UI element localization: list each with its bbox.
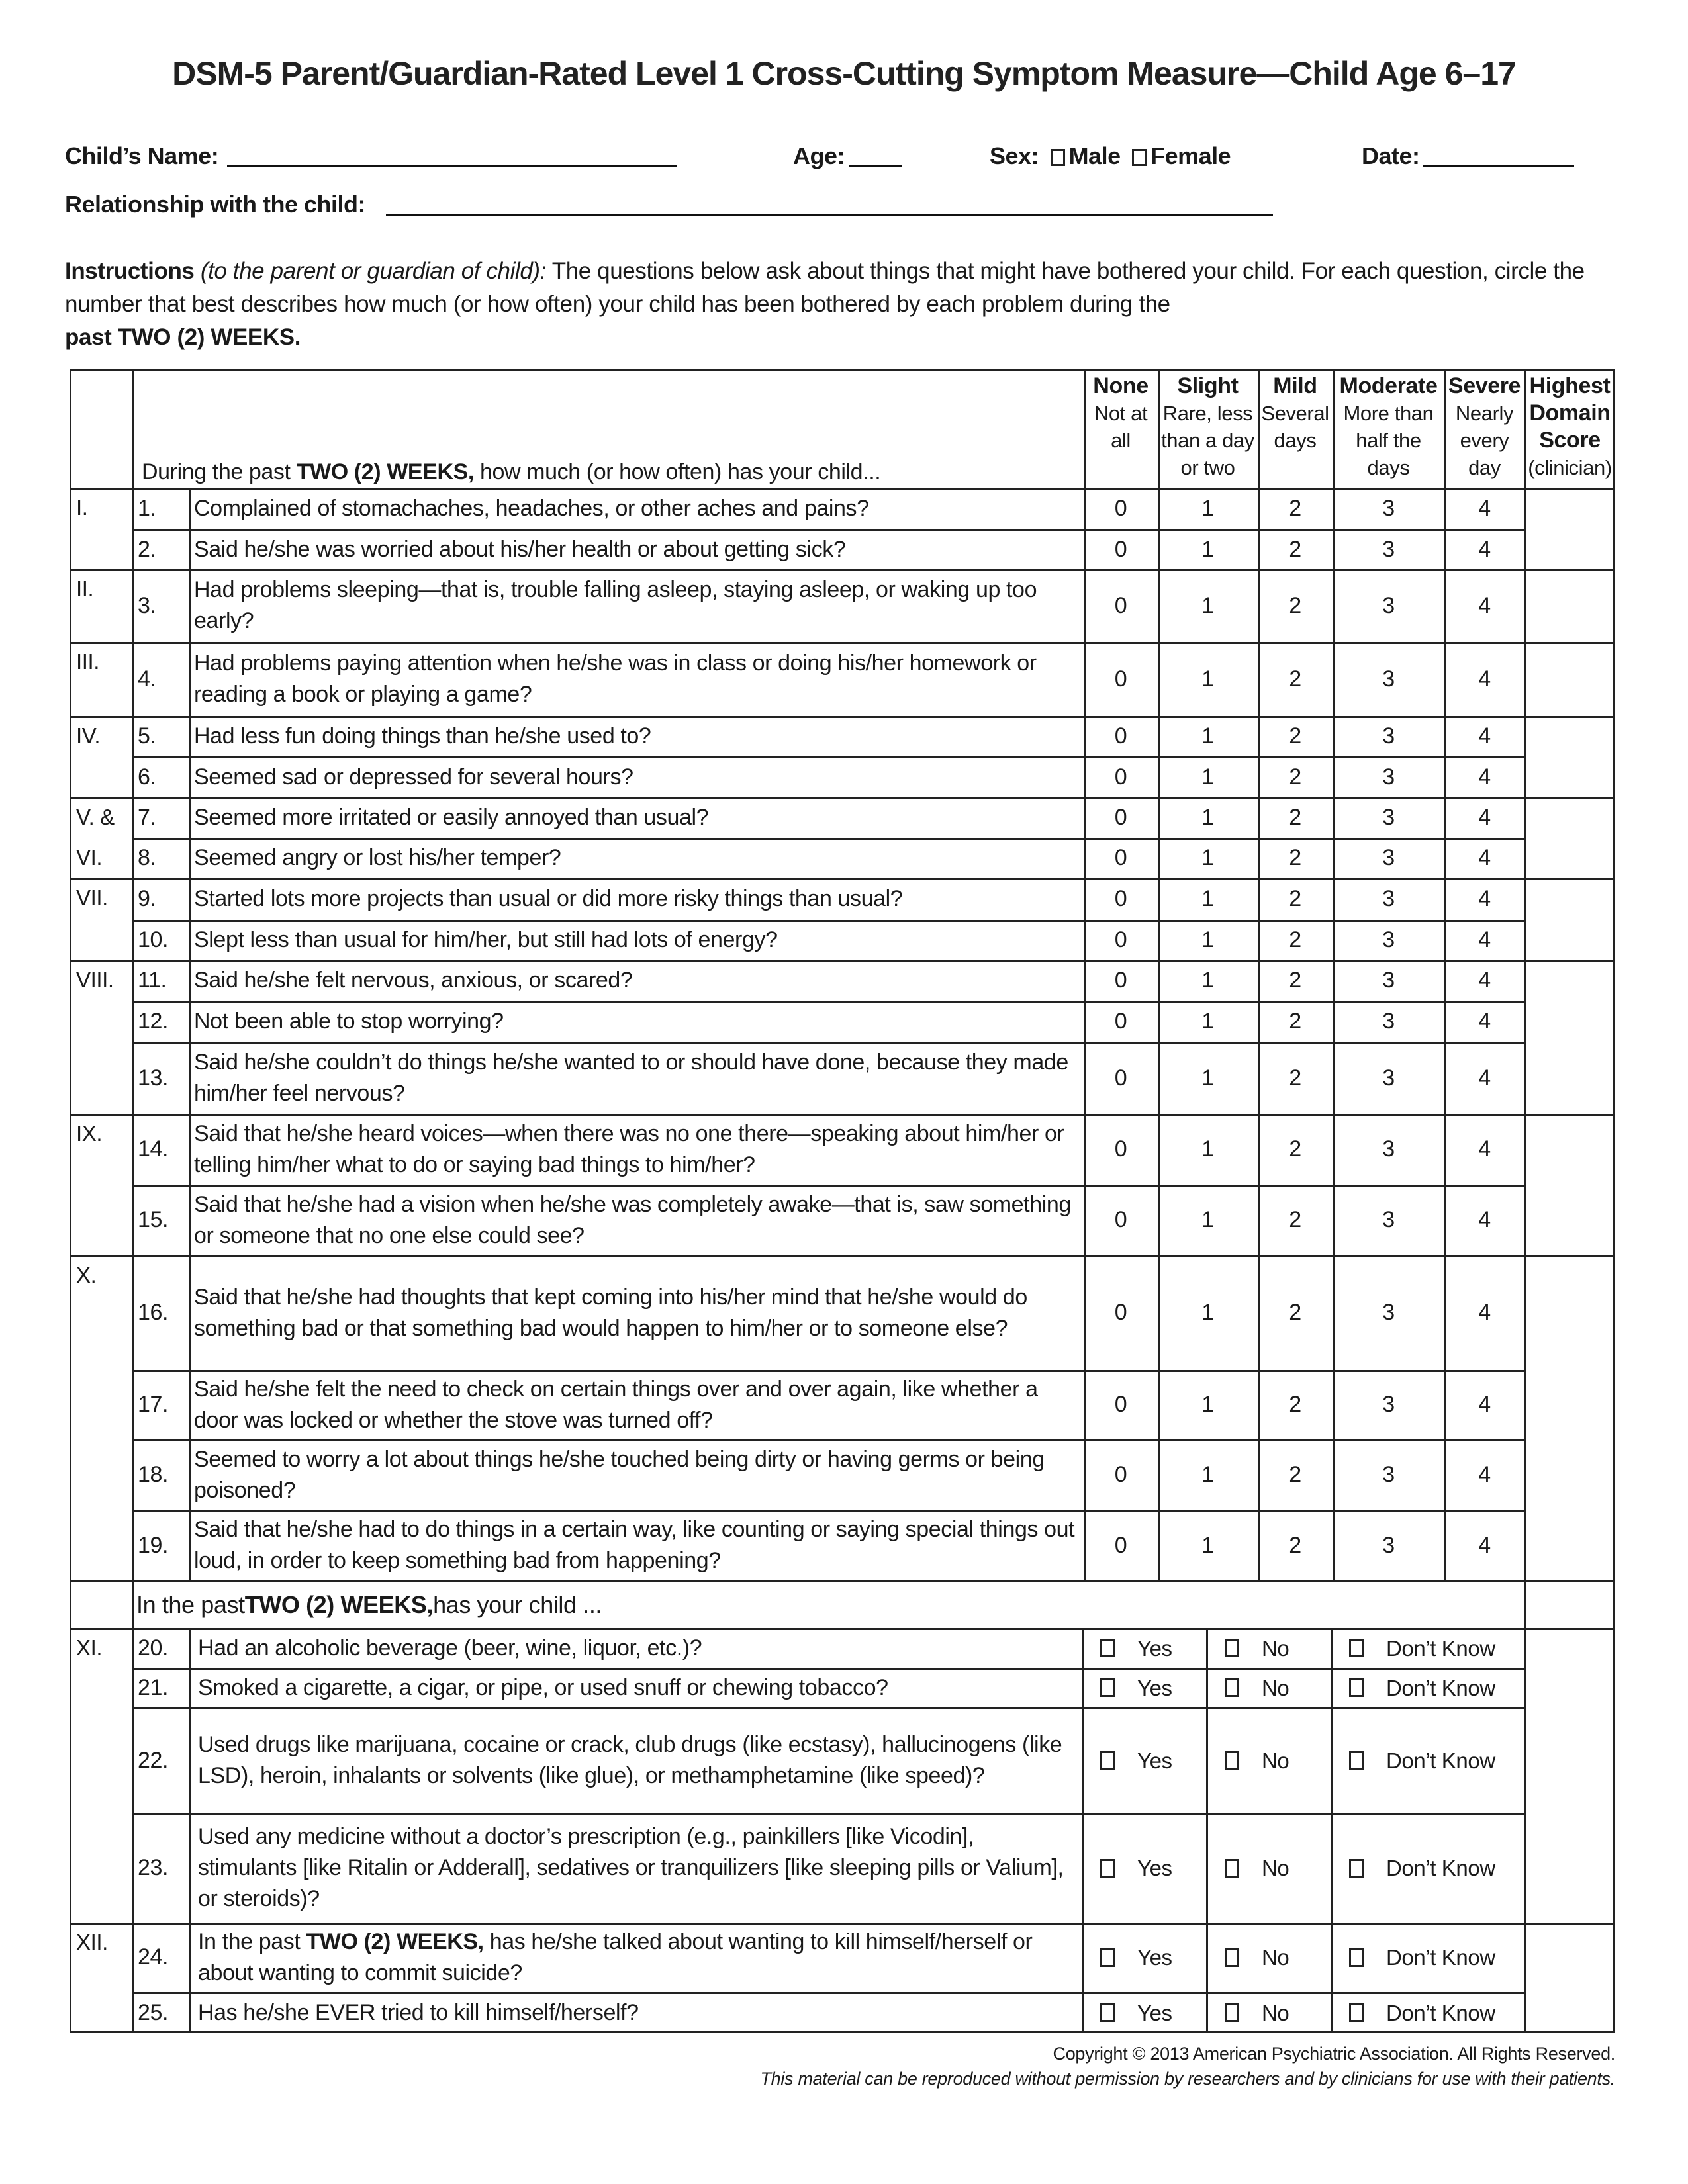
rating-option-3[interactable]: 3 [1382, 1532, 1395, 1558]
rating-option-2[interactable]: 2 [1289, 886, 1301, 911]
question-number: 21. [138, 1674, 169, 1700]
highest-domain-score-cell[interactable] [1524, 797, 1615, 878]
instructions-text: The questions below ask about things that might have bothered your child. For each question, circle the number that best describes how much (or how often) your child has been bothered by each problem during the [65, 258, 1585, 317]
instructions-audience: (to the parent or guardian of child): [200, 258, 547, 284]
rating-option-4[interactable]: 4 [1478, 1065, 1491, 1091]
prompt-emphasis: TWO (2) WEEKS, [296, 459, 474, 484]
rating-option-4[interactable]: 4 [1478, 592, 1491, 618]
rating-option-1[interactable]: 1 [1201, 1009, 1214, 1034]
no-checkbox[interactable] [1225, 1948, 1239, 1967]
rating-option-1[interactable]: 1 [1201, 666, 1214, 692]
rating-option-2[interactable]: 2 [1289, 1065, 1301, 1091]
rating-option-4[interactable]: 4 [1478, 968, 1491, 993]
no-label: No [1262, 1675, 1289, 1700]
no-checkbox[interactable] [1225, 2003, 1239, 2022]
highest-domain-score-cell[interactable] [1524, 488, 1615, 569]
rating-option-4[interactable]: 4 [1478, 1392, 1491, 1417]
sex-label: Sex: [990, 142, 1039, 169]
no-checkbox[interactable] [1225, 1639, 1239, 1657]
rating-option-0[interactable]: 0 [1114, 1392, 1127, 1417]
age-field[interactable] [849, 165, 902, 167]
question-number: 24. [138, 1944, 169, 1970]
yes-option[interactable] [1082, 1668, 1206, 1707]
question-number: 16. [138, 1300, 169, 1325]
rating-option-4[interactable]: 4 [1478, 536, 1491, 562]
dont-know-checkbox[interactable] [1349, 1639, 1364, 1657]
question-text: Seemed sad or depressed for several hours? [194, 764, 633, 790]
question-number: 8. [138, 845, 156, 870]
yes-option[interactable] [1082, 1707, 1206, 1813]
rating-option-2[interactable]: 2 [1289, 592, 1301, 618]
rating-option-3[interactable]: 3 [1382, 927, 1395, 952]
question-text: Had problems sleeping—that is, trouble falling asleep, staying asleep, or waking up too early? [194, 577, 1037, 633]
table-prompt [132, 369, 1084, 488]
rating-option-4[interactable]: 4 [1478, 805, 1491, 830]
rating-option-2[interactable]: 2 [1289, 845, 1301, 870]
rating-option-2[interactable]: 2 [1289, 1207, 1301, 1232]
rating-option-2[interactable]: 2 [1289, 536, 1301, 562]
rating-option-1[interactable]: 1 [1201, 1462, 1214, 1487]
dont-know-label: Don’t Know [1386, 1635, 1495, 1661]
rating-option-0[interactable]: 0 [1114, 1207, 1127, 1232]
rating-option-2[interactable]: 2 [1289, 496, 1301, 521]
highest-domain-score-cell[interactable] [1524, 1628, 1615, 1923]
question-text: Said he/she was worried about his/her health or about getting sick? [194, 536, 846, 562]
rating-option-1[interactable]: 1 [1201, 1532, 1214, 1558]
domain-label: V. & [76, 805, 115, 829]
rating-option-3[interactable]: 3 [1382, 1207, 1395, 1232]
no-label: No [1262, 1635, 1289, 1661]
rating-option-0[interactable]: 0 [1114, 845, 1127, 870]
question-text: Used any medicine without a doctor’s prescription (e.g., painkillers [like Vicodin], stimulants [like Ritalin or Adderall], sedatives or tranquilizers [like sleeping pills or Valium], or steroids)? [198, 1824, 1064, 1911]
rating-option-1[interactable]: 1 [1201, 845, 1214, 870]
rating-option-0[interactable]: 0 [1114, 1532, 1127, 1558]
rating-option-4[interactable]: 4 [1478, 927, 1491, 952]
domain-label: XI. [76, 1635, 103, 1660]
question-number: 7. [138, 805, 156, 830]
question-number: 13. [138, 1065, 169, 1091]
dont-know-label: Don’t Know [1386, 1856, 1495, 1880]
rating-option-4[interactable]: 4 [1478, 723, 1491, 749]
question-text: Slept less than usual for him/her, but still had lots of energy? [194, 927, 778, 952]
column-header-moderate: Moderate More than half the days [1339, 373, 1438, 479]
question-number: 11. [138, 968, 167, 993]
column-header-none: None Not at all [1093, 373, 1149, 452]
rating-option-1[interactable]: 1 [1201, 1392, 1214, 1417]
rating-option-0[interactable]: 0 [1114, 666, 1127, 692]
rating-option-4[interactable]: 4 [1478, 1207, 1491, 1232]
no-checkbox[interactable] [1225, 1859, 1239, 1878]
dont-know-label: Don’t Know [1386, 2000, 1495, 2025]
domain-label: VII. [76, 886, 108, 910]
no-option[interactable] [1206, 1707, 1331, 1813]
column-header-slight: Slight Rare, less than a day or two [1161, 373, 1254, 479]
rating-option-4[interactable]: 4 [1478, 1462, 1491, 1487]
rating-option-2[interactable]: 2 [1289, 805, 1301, 830]
rating-option-1[interactable]: 1 [1201, 1207, 1214, 1232]
dont-know-checkbox[interactable] [1349, 2003, 1364, 2022]
highest-domain-score-cell[interactable] [1524, 642, 1615, 716]
question-number: 6. [138, 764, 156, 790]
highest-domain-score-cell[interactable] [1524, 960, 1615, 1114]
rating-option-3[interactable]: 3 [1382, 666, 1395, 692]
domain-label: XII. [76, 1930, 108, 1954]
sex-field [990, 142, 1231, 170]
date-field[interactable] [1423, 165, 1574, 167]
yes-label: Yes [1137, 1635, 1172, 1661]
question-number: 14. [138, 1136, 169, 1161]
question-number: 17. [138, 1392, 169, 1417]
rating-option-0[interactable]: 0 [1114, 764, 1127, 790]
no-option[interactable] [1206, 1992, 1331, 2033]
rating-option-1[interactable]: 1 [1201, 1065, 1214, 1091]
question-text: Smoked a cigarette, a cigar, or pipe, or used snuff or chewing tobacco? [198, 1674, 888, 1700]
domain-label: VIII. [76, 968, 114, 992]
rating-option-2[interactable]: 2 [1289, 927, 1301, 952]
dont-know-label: Don’t Know [1386, 1748, 1495, 1773]
rating-option-2[interactable]: 2 [1289, 968, 1301, 993]
rating-option-3[interactable]: 3 [1382, 1136, 1395, 1161]
rating-option-0[interactable]: 0 [1114, 1136, 1127, 1161]
rating-option-2[interactable]: 2 [1289, 1462, 1301, 1487]
question-text: Had less fun doing things than he/she used to? [194, 723, 651, 749]
rating-option-2[interactable]: 2 [1289, 666, 1301, 692]
rating-option-0[interactable]: 0 [1114, 1009, 1127, 1034]
rating-option-1[interactable]: 1 [1201, 1136, 1214, 1161]
no-option[interactable] [1206, 1923, 1331, 1992]
question-number: 23. [138, 1855, 169, 1880]
rating-option-1[interactable]: 1 [1201, 764, 1214, 790]
question-number: 9. [138, 886, 156, 911]
rating-option-0[interactable]: 0 [1114, 592, 1127, 618]
dont-know-label: Don’t Know [1386, 1945, 1495, 1970]
domain-label: I. [76, 495, 88, 520]
dont-know-checkbox[interactable] [1349, 1948, 1364, 1967]
rating-option-3[interactable]: 3 [1382, 886, 1395, 911]
yes-label: Yes [1137, 1856, 1172, 1880]
yes-option[interactable] [1082, 1628, 1206, 1668]
question-text: Has he/she EVER tried to kill himself/herself? [198, 1999, 639, 2025]
rating-option-0[interactable]: 0 [1114, 723, 1127, 749]
question-number: 12. [138, 1009, 169, 1034]
copyright-notice: Copyright © 2013 American Psychiatric Association. All Rights Reserved. [1053, 2044, 1615, 2064]
domain-label: II. [76, 576, 94, 601]
question-text: Not been able to stop worrying? [194, 1009, 504, 1034]
female-checkbox[interactable] [1132, 149, 1147, 166]
no-option[interactable] [1206, 1668, 1331, 1707]
question-number: 2. [138, 536, 156, 562]
rating-option-3[interactable]: 3 [1382, 1462, 1395, 1487]
dont-know-option[interactable] [1331, 1992, 1524, 2033]
yes-checkbox[interactable] [1100, 1639, 1115, 1657]
rating-option-3[interactable]: 3 [1382, 845, 1395, 870]
question-number: 20. [138, 1635, 169, 1661]
question-text: Had an alcoholic beverage (beer, wine, liquor, etc.)? [198, 1635, 702, 1661]
rating-option-0[interactable]: 0 [1114, 927, 1127, 952]
question-text: Said that he/she heard voices—when there was no one there—speaking about him/her or telling him/her what to do or saying bad things to him/her? [194, 1120, 1064, 1177]
rating-option-3[interactable]: 3 [1382, 1392, 1395, 1417]
relationship-label: Relationship with the child: [65, 191, 365, 218]
no-checkbox[interactable] [1225, 1678, 1239, 1697]
highest-domain-score-cell[interactable] [1524, 1255, 1615, 1580]
dont-know-option[interactable] [1331, 1813, 1524, 1923]
rating-option-0[interactable]: 0 [1114, 536, 1127, 562]
rating-option-3[interactable]: 3 [1382, 592, 1395, 618]
child-name-field[interactable] [227, 165, 677, 167]
question-text: Had problems paying attention when he/she was in class or doing his/her homework or reading a book or playing a game? [194, 651, 1037, 707]
rating-option-3[interactable]: 3 [1382, 1065, 1395, 1091]
rating-option-1[interactable]: 1 [1201, 496, 1214, 521]
yes-option[interactable] [1082, 1923, 1206, 1992]
no-label: No [1262, 1945, 1289, 1970]
rating-option-0[interactable]: 0 [1114, 1462, 1127, 1487]
male-checkbox[interactable] [1051, 149, 1065, 166]
question-text: Seemed more irritated or easily annoyed than usual? [194, 805, 709, 830]
yes-checkbox[interactable] [1100, 1948, 1115, 1967]
question-number: 25. [138, 1999, 169, 2025]
yes-checkbox[interactable] [1100, 1859, 1115, 1878]
relationship-field[interactable] [386, 214, 1273, 216]
highest-domain-score-cell[interactable] [1524, 1923, 1615, 2033]
rating-option-2[interactable]: 2 [1289, 1136, 1301, 1161]
dont-know-label: Don’t Know [1386, 1675, 1495, 1700]
rating-option-3[interactable]: 3 [1382, 723, 1395, 749]
permission-notice: This material can be reproduced without permission by researchers and by clinicians for use with their patients. [760, 2069, 1615, 2089]
dont-know-option[interactable] [1331, 1923, 1524, 1992]
date-label: Date: [1362, 142, 1420, 169]
rating-option-0[interactable]: 0 [1114, 496, 1127, 521]
yes-option[interactable] [1082, 1813, 1206, 1923]
question-number: 1. [138, 496, 156, 521]
rating-option-1[interactable]: 1 [1201, 927, 1214, 952]
rating-option-2[interactable]: 2 [1289, 764, 1301, 790]
question-text: Said that he/she had to do things in a certain way, like counting or saying special things out loud, in order to keep something bad from happening? [194, 1517, 1075, 1573]
question-number: 18. [138, 1462, 169, 1487]
question-text: Complained of stomachaches, headaches, or other aches and pains? [194, 496, 869, 521]
dont-know-option[interactable] [1331, 1628, 1524, 1668]
instructions-lead: Instructions [65, 258, 195, 284]
rating-option-4[interactable]: 4 [1478, 666, 1491, 692]
question-text: Seemed to worry a lot about things he/she touched being dirty or having germs or being poisoned? [194, 1446, 1045, 1503]
rating-option-1[interactable]: 1 [1201, 805, 1214, 830]
rating-option-1[interactable]: 1 [1201, 592, 1214, 618]
question-number: 22. [138, 1747, 169, 1773]
no-option[interactable] [1206, 1628, 1331, 1668]
rating-option-2[interactable]: 2 [1289, 1300, 1301, 1325]
no-label: No [1262, 2000, 1289, 2025]
rating-option-1[interactable]: 1 [1201, 1300, 1214, 1325]
rating-option-4[interactable]: 4 [1478, 1136, 1491, 1161]
question-number: 15. [138, 1207, 169, 1232]
rating-option-2[interactable]: 2 [1289, 1009, 1301, 1034]
yes-checkbox[interactable] [1100, 2003, 1115, 2022]
dont-know-checkbox[interactable] [1349, 1678, 1364, 1697]
rating-option-4[interactable]: 4 [1478, 1532, 1491, 1558]
question-text: Said that he/she had a vision when he/she was completely awake—that is, saw something or someone that no one else could see? [194, 1191, 1071, 1248]
rating-option-4[interactable]: 4 [1478, 1009, 1491, 1034]
dont-know-checkbox[interactable] [1349, 1751, 1364, 1770]
rating-option-3[interactable]: 3 [1382, 1009, 1395, 1034]
instructions [65, 255, 1620, 354]
no-checkbox[interactable] [1225, 1751, 1239, 1770]
age-label: Age: [793, 142, 845, 169]
domain-label: III. [76, 649, 100, 674]
question-number: 4. [138, 666, 156, 692]
rating-option-1[interactable]: 1 [1201, 723, 1214, 749]
rating-option-0[interactable]: 0 [1114, 1300, 1127, 1325]
rating-option-2[interactable]: 2 [1289, 723, 1301, 749]
rating-option-3[interactable]: 3 [1382, 968, 1395, 993]
rating-option-0[interactable]: 0 [1114, 1065, 1127, 1091]
highest-domain-score-cell[interactable] [1524, 569, 1615, 642]
rating-option-4[interactable]: 4 [1478, 1300, 1491, 1325]
domain-label: VI. [76, 845, 103, 870]
question-text: Said he/she couldn’t do things he/she wanted to or should have done, because they made him/her feel nervous? [194, 1050, 1068, 1106]
column-header-mild: Mild Several days [1261, 373, 1329, 452]
rating-option-4[interactable]: 4 [1478, 764, 1491, 790]
question-text: Started lots more projects than usual or did more risky things than usual? [194, 886, 903, 911]
column-header-highest-domain-score: Highest Domain Score (clinician) [1528, 373, 1612, 479]
instructions-period: past TWO (2) WEEKS. [65, 324, 301, 350]
question-text: Said that he/she had thoughts that kept coming into his/her mind that he/she would do something bad or that something bad would happen to him/her or to someone else? [194, 1284, 1027, 1341]
domain-label: X. [76, 1263, 97, 1287]
no-label: No [1262, 1748, 1289, 1773]
rating-option-4[interactable]: 4 [1478, 845, 1491, 870]
rating-option-1[interactable]: 1 [1201, 968, 1214, 993]
question-text: Said he/she felt nervous, anxious, or scared? [194, 968, 633, 993]
rating-option-3[interactable]: 3 [1382, 764, 1395, 790]
yes-checkbox[interactable] [1100, 1678, 1115, 1697]
question-number: 5. [138, 723, 156, 749]
yes-label: Yes [1137, 1675, 1172, 1700]
rating-option-2[interactable]: 2 [1289, 1532, 1301, 1558]
yes-label: Yes [1137, 2000, 1172, 2025]
dont-know-option[interactable] [1331, 1668, 1524, 1707]
rating-option-0[interactable]: 0 [1114, 886, 1127, 911]
rating-option-3[interactable]: 3 [1382, 1300, 1395, 1325]
question-number: 19. [138, 1532, 169, 1558]
question-text: In the past TWO (2) WEEKS, has he/she talked about wanting to kill himself/herself or about wanting to commit suicide? [198, 1929, 1033, 1985]
question-text: Said he/she felt the need to check on certain things over and over again, like whether a door was locked or whether the stove was turned off? [194, 1376, 1038, 1433]
rating-option-3[interactable]: 3 [1382, 536, 1395, 562]
question-number: 3. [138, 592, 156, 618]
female-option-label: Female [1150, 142, 1231, 169]
highest-domain-score-cell[interactable] [1524, 1114, 1615, 1255]
child-name-label: Child’s Name: [65, 142, 219, 169]
domain-label: IX. [76, 1121, 103, 1146]
rating-option-0[interactable]: 0 [1114, 968, 1127, 993]
highest-domain-score-cell[interactable] [1524, 878, 1615, 960]
yes-checkbox[interactable] [1100, 1751, 1115, 1770]
no-option[interactable] [1206, 1813, 1331, 1923]
rating-option-4[interactable]: 4 [1478, 496, 1491, 521]
question-text: Used drugs like marijuana, cocaine or crack, club drugs (like ecstasy), hallucinogens (like LSD), heroin, inhalants or solvents (like glue), or methamphetamine (like speed)? [198, 1732, 1062, 1788]
form-title: DSM-5 Parent/Guardian-Rated Level 1 Cross-Cutting Symptom Measure—Child Age 6–17 [172, 55, 1516, 92]
highest-domain-score-cell[interactable] [1524, 716, 1615, 797]
prompt-text: During the past [142, 459, 297, 484]
dont-know-checkbox[interactable] [1349, 1859, 1364, 1878]
question-number: 10. [138, 927, 169, 952]
rating-option-2[interactable]: 2 [1289, 1392, 1301, 1417]
yes-label: Yes [1137, 1945, 1172, 1970]
rating-option-3[interactable]: 3 [1382, 496, 1395, 521]
rating-option-4[interactable]: 4 [1478, 886, 1491, 911]
column-header-severe: Severe Nearly every day [1448, 373, 1521, 479]
rating-option-1[interactable]: 1 [1201, 886, 1214, 911]
no-label: No [1262, 1856, 1289, 1880]
male-option-label: Male [1068, 142, 1121, 169]
yes-option[interactable] [1082, 1992, 1206, 2033]
sub-prompt: In the past TWO (2) WEEKS, has your child ... [136, 1590, 602, 1618]
domain-label: IV. [76, 723, 101, 748]
rating-option-3[interactable]: 3 [1382, 805, 1395, 830]
rating-option-0[interactable]: 0 [1114, 805, 1127, 830]
rating-option-1[interactable]: 1 [1201, 536, 1214, 562]
question-text: Seemed angry or lost his/her temper? [194, 845, 561, 870]
prompt-text: how much (or how often) has your child... [473, 459, 881, 484]
dont-know-option[interactable] [1331, 1707, 1524, 1813]
yes-label: Yes [1137, 1748, 1172, 1773]
